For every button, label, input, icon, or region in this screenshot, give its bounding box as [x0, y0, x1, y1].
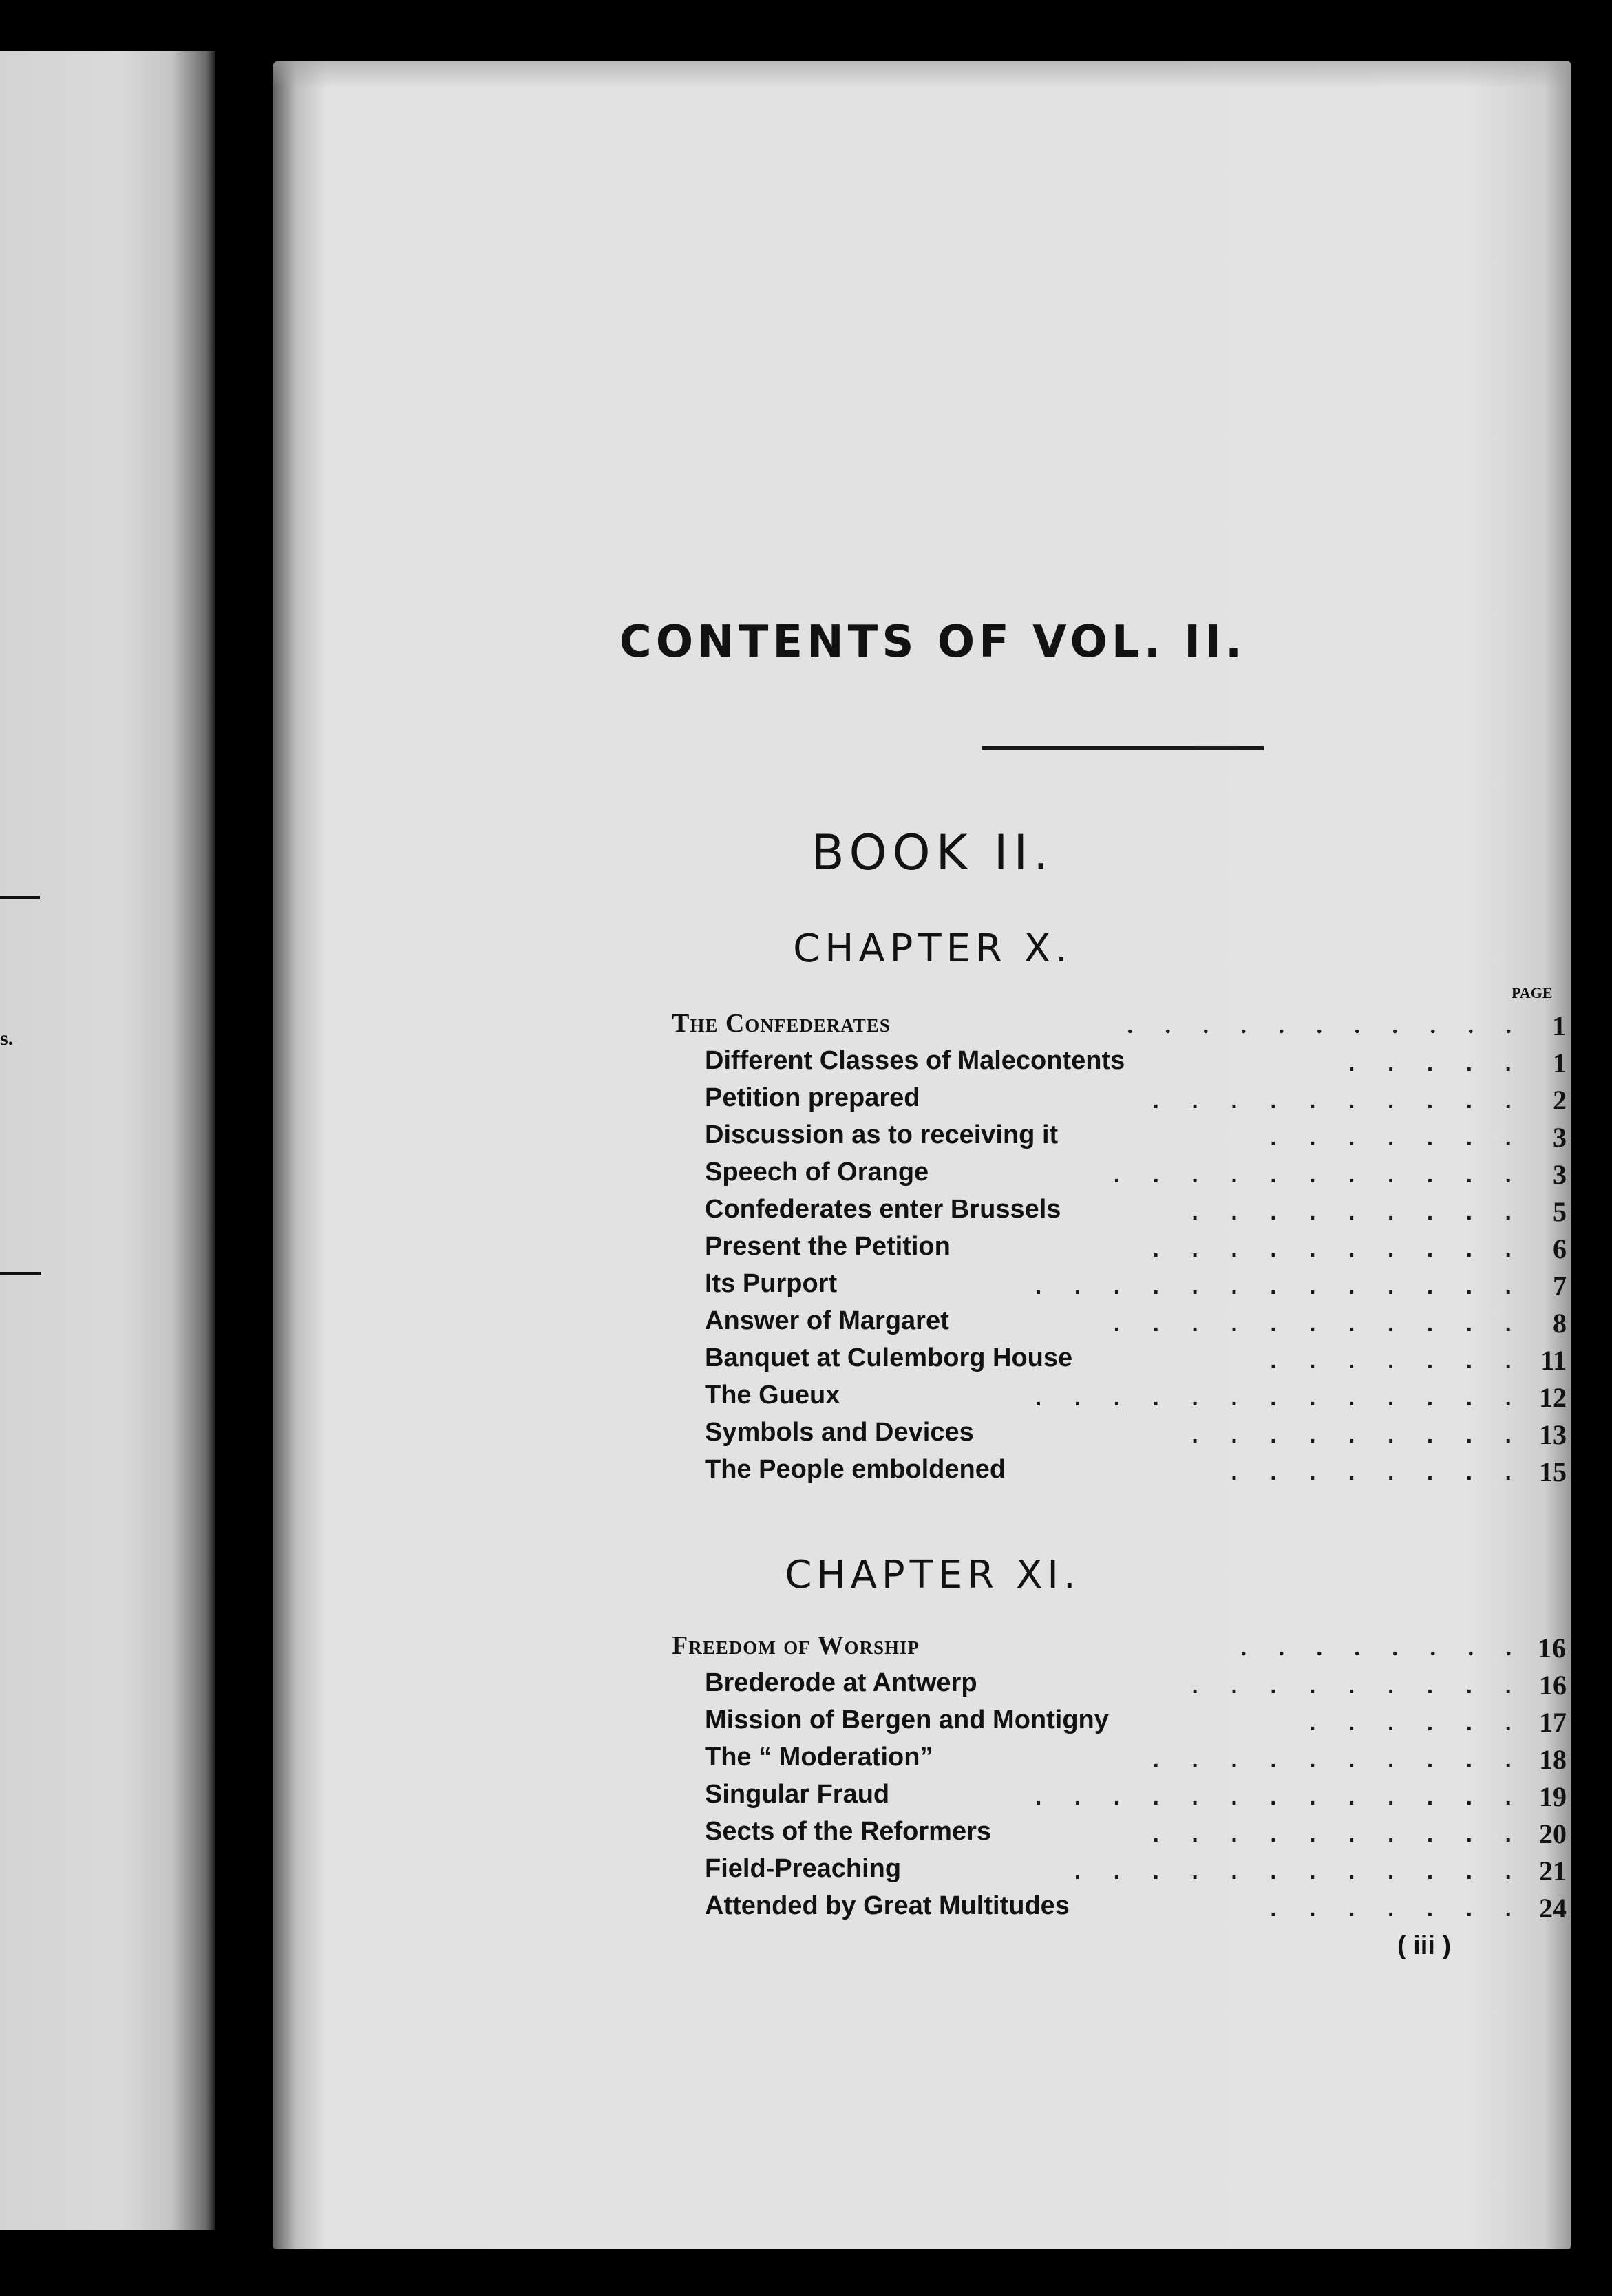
page-column-label: PAGE [1512, 984, 1553, 1001]
dot-leader: . . . . . . . . . . . . [1074, 1858, 1512, 1884]
toc-entry[interactable] [672, 1664, 1567, 1701]
toc-page-number: 17 [1539, 1707, 1567, 1738]
book-heading: BOOK II. [811, 825, 1054, 881]
toc-entry[interactable] [672, 1042, 1567, 1079]
adjacent-page-fragment: s. [0, 1027, 14, 1050]
toc-entry[interactable] [672, 1850, 1567, 1887]
title-rule [982, 746, 1264, 750]
toc-entry[interactable] [672, 1887, 1567, 1924]
toc-entry-label: Attended by Great Multitudes [705, 1891, 1070, 1920]
dot-leader: . . . . . . . . . . [1152, 1236, 1512, 1262]
toc-entry-label: Different Classes of Malecontents [705, 1046, 1125, 1075]
toc-page-number: 5 [1553, 1196, 1567, 1227]
dot-leader: . . . . . . . [1270, 1348, 1512, 1374]
dot-leader: . . . . . . . . . . . . . [1035, 1385, 1512, 1411]
chapter-heading: CHAPTER X. [793, 926, 1072, 971]
toc-page-number: 3 [1553, 1159, 1567, 1190]
toc-page-number: 11 [1540, 1345, 1567, 1376]
toc-page-number: 20 [1539, 1818, 1567, 1849]
toc-main-entry[interactable] [672, 1005, 1567, 1042]
dot-leader: . . . . . [1348, 1050, 1512, 1076]
toc-page-number: 24 [1539, 1893, 1567, 1924]
toc-entry[interactable] [672, 1228, 1567, 1265]
dot-leader: . . . . . . . . [1240, 1635, 1512, 1661]
dot-leader: . . . . . . . . . . [1152, 1747, 1512, 1773]
toc-entry-label: The People emboldened [705, 1455, 1006, 1484]
page-folio: ( iii ) [1397, 1931, 1452, 1960]
toc-page-number: 19 [1539, 1781, 1567, 1812]
chapter-contents [672, 1005, 1567, 1488]
toc-entry[interactable] [672, 1701, 1567, 1739]
toc-page-number: 3 [1553, 1122, 1567, 1153]
toc-page-number: 12 [1539, 1382, 1567, 1413]
chapter-heading: CHAPTER XI. [785, 1553, 1081, 1597]
toc-entry-label: Speech of Orange [705, 1158, 929, 1187]
toc-entry[interactable] [672, 1414, 1567, 1451]
toc-entry[interactable] [672, 1776, 1567, 1813]
toc-entry[interactable] [672, 1739, 1567, 1776]
page-title: CONTENTS OF VOL. II. [619, 617, 1247, 668]
dot-leader: . . . . . . . . [1231, 1459, 1512, 1485]
toc-entry-label: Mission of Bergen and Montigny [705, 1705, 1109, 1734]
toc-entry-label: Freedom of Worship [672, 1631, 920, 1660]
toc-entry-label: Its Purport [705, 1269, 838, 1298]
dot-leader: . . . . . . . . . . . [1113, 1162, 1512, 1188]
toc-main-entry[interactable] [672, 1627, 1567, 1664]
toc-entry[interactable] [672, 1079, 1567, 1116]
toc-entry-label: The “ Moderation” [705, 1743, 933, 1772]
toc-entry-label: Present the Petition [705, 1232, 951, 1261]
dot-leader: . . . . . . . [1270, 1895, 1512, 1922]
toc-entry[interactable] [672, 1191, 1567, 1228]
dot-leader: . . . . . . . . . . . [1127, 1013, 1512, 1039]
toc-page-number: 18 [1539, 1744, 1567, 1775]
toc-page-number: 8 [1553, 1308, 1567, 1339]
toc-entry[interactable] [672, 1813, 1567, 1850]
toc-page-number: 2 [1553, 1085, 1567, 1116]
dot-leader: . . . . . . . . . . . [1113, 1310, 1512, 1337]
toc-entry-label: Confederates enter Brussels [705, 1195, 1061, 1224]
toc-entry-label: Symbols and Devices [705, 1418, 974, 1447]
toc-page-number: 21 [1539, 1856, 1567, 1886]
toc-entry[interactable] [672, 1265, 1567, 1302]
adjacent-page-rule [0, 1272, 41, 1275]
dot-leader: . . . . . . . . . . . . . [1035, 1273, 1512, 1299]
toc-page-number: 1 [1552, 1010, 1567, 1041]
toc-entry[interactable] [672, 1154, 1567, 1191]
toc-page-number: 16 [1539, 1670, 1567, 1701]
dot-leader: . . . . . . . . . [1191, 1672, 1512, 1699]
dot-leader: . . . . . . . . . . . . . [1035, 1784, 1512, 1810]
toc-page-number: 13 [1539, 1419, 1567, 1450]
dot-leader: . . . . . . . . . . [1152, 1821, 1512, 1847]
toc-entry-label: Answer of Margaret [705, 1306, 949, 1335]
toc-entry-label: Brederode at Antwerp [705, 1668, 977, 1697]
adjacent-page-left [0, 51, 215, 2230]
adjacent-page-rule [0, 896, 40, 899]
toc-page-number: 15 [1539, 1456, 1567, 1487]
toc-page-number: 6 [1553, 1233, 1567, 1264]
toc-entry-label: Singular Fraud [705, 1780, 890, 1809]
dot-leader: . . . . . . . . . . [1152, 1087, 1512, 1114]
toc-entry-label: Petition prepared [705, 1083, 920, 1112]
dot-leader: . . . . . . . . . [1191, 1199, 1512, 1225]
toc-page-number: 7 [1553, 1271, 1567, 1301]
dot-leader: . . . . . . . . . [1191, 1422, 1512, 1448]
toc-entry[interactable] [672, 1339, 1567, 1376]
contents-page [273, 61, 1571, 2249]
toc-entry-label: Discussion as to receiving it [705, 1120, 1059, 1149]
chapter-contents [672, 1627, 1567, 1924]
dot-leader: . . . . . . [1309, 1710, 1512, 1736]
toc-entry[interactable] [672, 1302, 1567, 1339]
toc-entry-label: Banquet at Culemborg House [705, 1343, 1073, 1372]
toc-page-number: 16 [1538, 1633, 1567, 1663]
toc-entry[interactable] [672, 1451, 1567, 1488]
toc-entry[interactable] [672, 1376, 1567, 1414]
toc-entry-label: The Gueux [705, 1381, 840, 1410]
page-shadow [273, 61, 1571, 88]
toc-entry-label: Sects of the Reformers [705, 1817, 992, 1846]
toc-entry[interactable] [672, 1116, 1567, 1154]
toc-page-number: 1 [1553, 1048, 1567, 1078]
toc-entry-label: The Confederates [672, 1009, 891, 1038]
dot-leader: . . . . . . . [1270, 1125, 1512, 1151]
toc-entry-label: Field-Preaching [705, 1854, 902, 1883]
